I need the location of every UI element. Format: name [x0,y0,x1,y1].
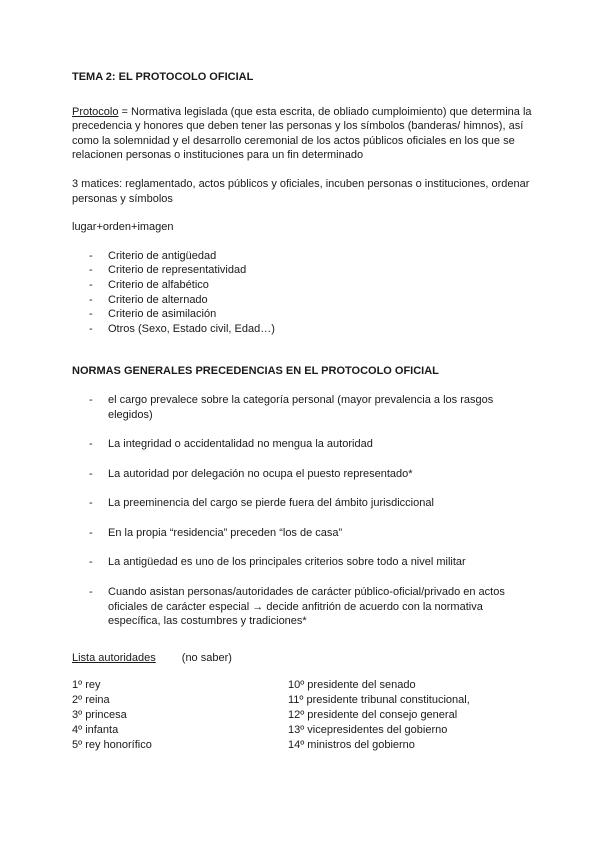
lista-header [72,651,532,666]
lista-entry: 11º presidente tribunal constitucional, [288,694,470,707]
list-item: - La preeminencia del cargo se pierde fuera del ámbito jurisdiccional [72,496,532,511]
lista-entry: 5º rey honorífico [72,739,152,752]
lista-entry: 1º rey [72,679,101,692]
lista-left-column [72,678,288,753]
list-item: - Criterio de representatividad [72,263,532,278]
lista-entry: 14º ministros del gobierno [288,739,415,752]
lista-right-column [288,678,504,753]
list-item: - Cuando asistan personas/autoridades de carácter público-oficial/privado en actos oficiales de carácter especial → decide anfitrión de acuerdo con la normativa específica, las costumbres y tradiciones* [72,585,532,629]
lista-note: (no saber) [181,651,232,664]
lista-entry: 3º princesa [72,709,127,722]
list-item: - el cargo prevalece sobre la categoría personal (mayor prevalencia a los rasgos elegidos) [72,393,532,422]
lista-entry: 12º presidente del consejo general [288,709,458,722]
definition-paragraph [72,105,532,163]
lista-entry: 13º vicepresidentes del gobierno [288,724,448,737]
document-page [72,70,532,753]
lista-columns [72,678,532,753]
section-heading: NORMAS GENERALES PRECEDENCIAS EN EL PROTOCOLO OFICIAL [72,365,439,378]
normas-list [72,393,532,629]
list-item: - La autoridad por delegación no ocupa el puesto representado* [72,467,532,482]
criterios-list [72,249,532,337]
list-item: - Criterio de alfabético [72,278,532,293]
definition-text: = Normativa legislada (que esta escrita, de obliado cumploimiento) que determina la precedencia y honores que deben tener las personas y los símbolos (banderas/ himnos), así como la solemnidad y el desarrollo ceremonial de los actos públicos oficiales en los que se relacionen personas o instituciones para un fin determinado [72,105,532,162]
list-item: - Criterio de alternado [72,293,532,308]
formula-paragraph: lugar+orden+imagen [72,221,174,234]
lista-entry: 10º presidente del senado [288,679,416,692]
lista-entry: 2º reina [72,694,110,707]
lista-entry: 4º infanta [72,724,119,737]
lista-title: Lista autoridades [72,651,156,664]
list-item: - La antigüedad es uno de los principales criterios sobre todo a nivel militar [72,555,532,570]
page-title: TEMA 2: EL PROTOCOLO OFICIAL [72,71,254,83]
list-item: - En la propia “residencia” preceden “los de casa” [72,526,532,541]
list-item: - Criterio de asimilación [72,307,532,322]
list-item: - Otros (Sexo, Estado civil, Edad…) [72,322,532,337]
definition-term: Protocolo [72,105,119,118]
matices-paragraph: 3 matices: reglamentado, actos públicos y oficiales, incuben personas o instituciones, ordenar personas y símbolos [72,177,530,205]
list-item: - Criterio de antigüedad [72,249,532,264]
list-item: - La integridad o accidentalidad no mengua la autoridad [72,437,532,452]
